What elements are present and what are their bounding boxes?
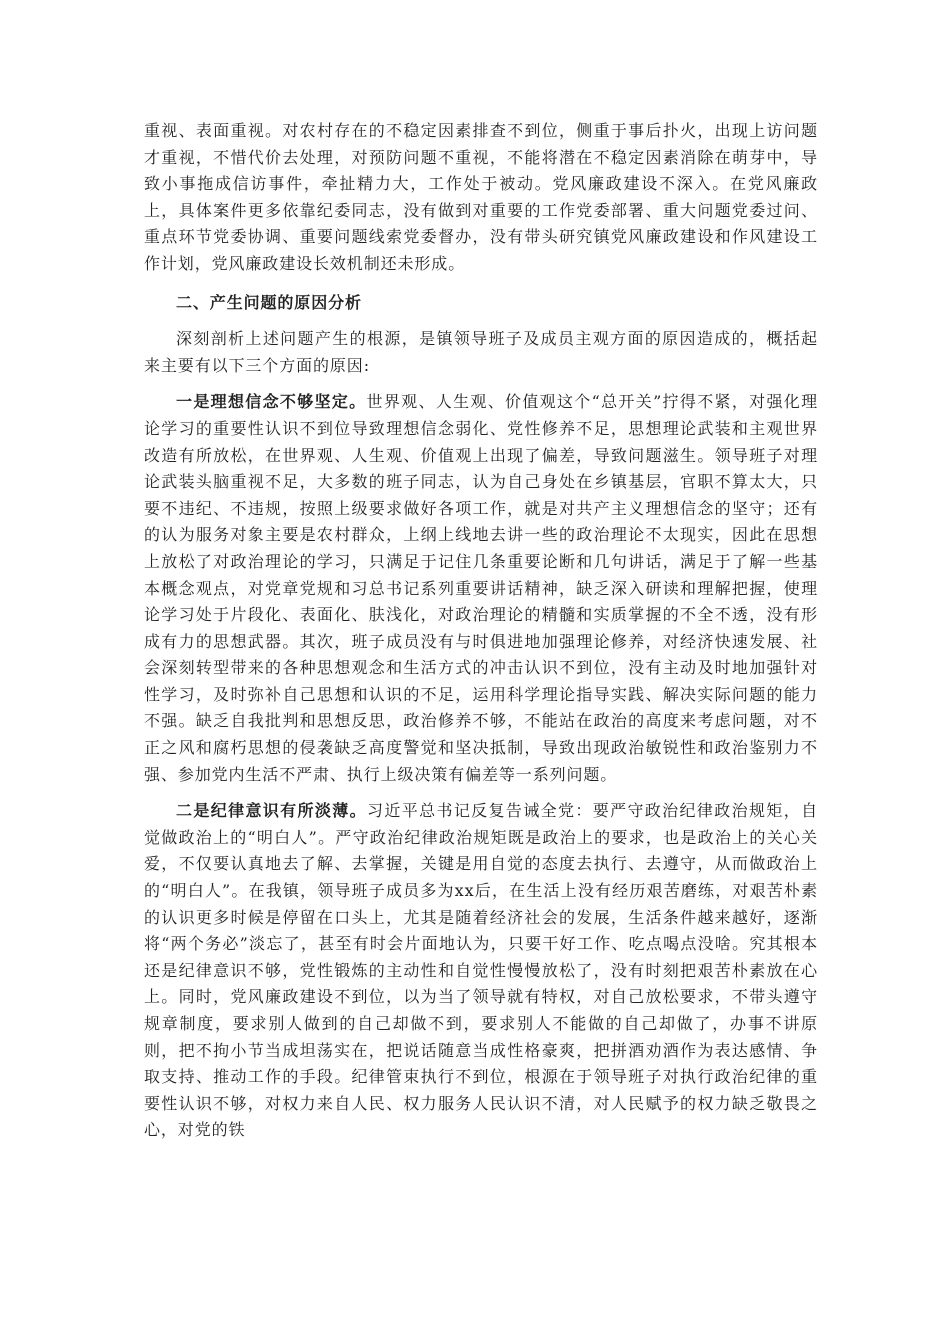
- paragraph-gap: [144, 788, 818, 798]
- point-two-lead: 二是纪律意识有所淡薄。: [176, 801, 367, 821]
- point-two-body: 习近平总书记反复告诫全党：要严守政治纪律政治规矩，自觉做政治上的“明白人”。严守政治纪律政治规矩既是政治上的要求，也是政治上的关心关爱，不仅要认真地去了解、去掌握，关键是用自觉的态度去执行、去遵守，从而做政治上的“明白人”。在我镇，领导班子成员多为xx后，在生活上没有经历艰苦磨练，对艰苦朴素的认识更多时候是停留在口头上，尤其是随着经济社会的发展，生活条件越来越好，逐渐将“两个务必”淡忘了，甚至有时会片面地认为，只要干好工作、吃点喝点没啥。究其根本还是纪律意识不够，党性锻炼的主动性和自觉性慢慢放松了，没有时刻把艰苦朴素放在心上。同时，党风廉政建设不到位，以为当了领导就有特权，对自己放松要求，不带头遵守规章制度，要求别人做到的自己却做不到，要求别人不能做的自己却做了，办事不讲原则，把不拘小节当成坦荡实在，把说话随意当成性格豪爽，把拼酒劝酒作为表达感情、争取支持、推动工作的手段。纪律管束执行不到位，根源在于领导班子对执行政治纪律的重要性认识不够，对权力来自人民、权力服务人民认识不清，对人民赋予的权力缺乏敬畏之心，对党的铁: [144, 801, 818, 1140]
- intro-paragraph: 深刻剖析上述问题产生的根源，是镇领导班子及成员主观方面的原因造成的，概括起来主要有以下三个方面的原因:: [144, 329, 818, 375]
- document-page: [144, 118, 818, 1144]
- point-one-body: 世界观、人生观、价值观这个“总开关”拧得不紧，对强化理论学习的重要性认识不到位导致理想信念弱化、党性修养不足，思想理论武装和主观世界改造有所放松，在世界观、人生观、价值观上出现了偏差，导致问题滋生。领导班子对理论武装头脑重视不足，大多数的班子同志，认为自己身处在乡镇基层，官职不算太大，只要不违纪、不违规，按照上级要求做好各项工作，就是对共产主义理想信念的坚守；还有的认为服务对象主要是农村群众，上纲上线地去讲一些的政治理论不太现实，因此在思想上放松了对政治理论的学习，只满足于记住几条重要论断和几句讲话，满足于了解一些基本概念观点，对党章党规和习总书记系列重要讲话精神，缺乏深入研读和理解把握，使理论学习处于片段化、表面化、肤浅化，对政治理论的精髓和实质掌握的不全不透，没有形成有力的思想武器。其次，班子成员没有与时俱进地加强理论修养，对经济快速发展、社会深刻转型带来的各种思想观念和生活方式的冲击认识不到位，没有主动及时地加强针对性学习，及时弥补自己思想和认识的不足，运用科学理论指导实践、解决实际问题的能力不强。缺乏自我批判和思想反思，政治修养不够，不能站在政治的高度来考虑问题，对不正之风和腐朽思想的侵袭缺乏高度警觉和坚决抵制，导致出现政治敏锐性和政治鉴别力不强、参加党内生活不严肃、执行上级决策有偏差等一系列问题。: [144, 392, 818, 784]
- continuation-paragraph: 重视、表面重视。对农村存在的不稳定因素排查不到位，侧重于事后扑火，出现上访问题才重视，不惜代价去处理，对预防问题不重视，不能将潜在不稳定因素消除在萌芽中，导致小事拖成信访事件，牵扯精力大，工作处于被动。党风廉政建设不深入。在党风廉政上，具体案件更多依靠纪委同志，没有做到对重要的工作党委部署、重大问题党委过问、重点环节党委协调、重要问题线索党委督办，没有带头研究镇党风廉政建设和作风建设工作计划，党风廉政建设长效机制还未形成。: [144, 121, 818, 273]
- point-two-paragraph: [144, 798, 818, 1144]
- point-one-paragraph: [144, 389, 818, 788]
- section-heading: 二、产生问题的原因分析: [176, 292, 362, 312]
- paragraph-gap: [144, 379, 818, 389]
- point-one-lead: 一是理想信念不够坚定。: [176, 392, 367, 412]
